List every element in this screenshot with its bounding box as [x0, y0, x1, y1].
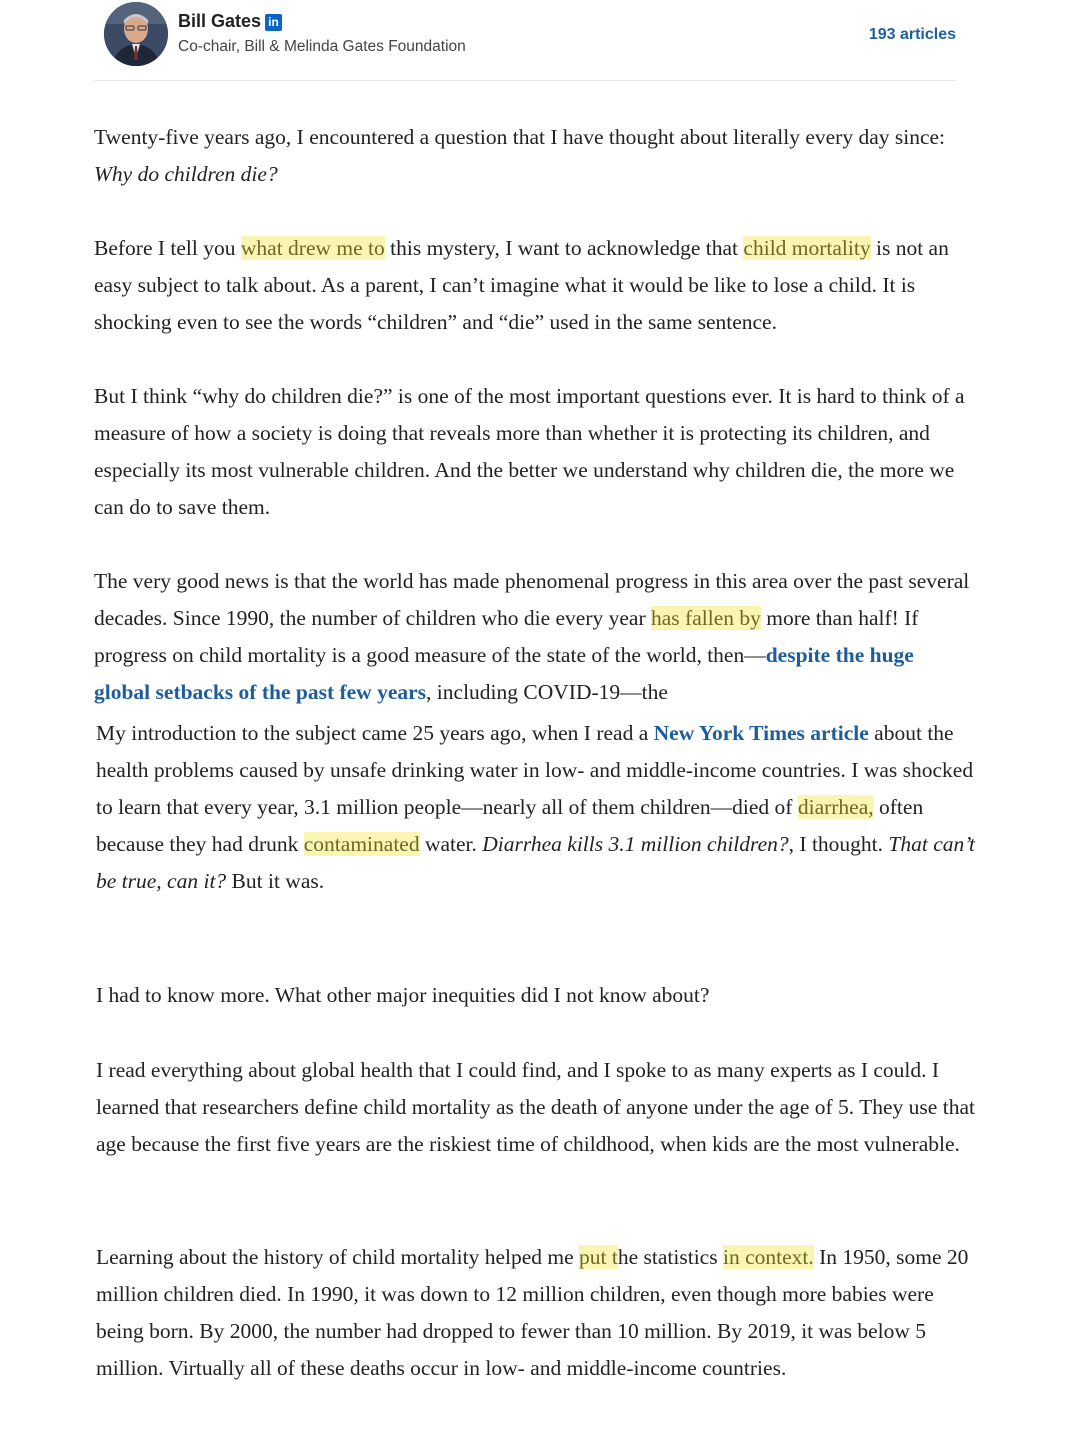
paragraph-1	[94, 119, 974, 193]
p5-link-nyt-article[interactable]: New York Times article	[653, 721, 869, 745]
p8-text-c: In 1950, some 20 million children died. In 1990, it was down to 12 million children, even though more babies were being born. By 2000, the number had dropped to fewer than 10 million. By 2019, it was below 5 million. Virtually all of these deaths occur in low- and middle-income countries.	[96, 1245, 969, 1380]
p8-highlight-1: put t	[579, 1245, 618, 1269]
p5-text-f: , I thought.	[788, 832, 889, 856]
paragraph-5	[96, 715, 976, 900]
p8-text-b: he statistics	[617, 1245, 723, 1269]
p4-highlight-1: has fallen by	[651, 606, 761, 630]
p8-text-a: Learning about the history of child mortality helped me	[96, 1245, 580, 1269]
p1-italic: Why do children die?	[94, 162, 278, 186]
p4-text-a: The very good news is that the world has made phenomenal progress in this area over the past several decades. Since 1990, the number of children who die every year	[94, 569, 970, 630]
p5-highlight-2: contaminated	[303, 832, 420, 856]
p5-text-d: water.	[419, 832, 483, 856]
p8-highlight-2: in context.	[722, 1245, 814, 1269]
p5-text-c: often because they had drunk	[96, 795, 924, 856]
p2-text-b: this mystery, I want to acknowledge that	[384, 236, 744, 260]
p4-text-b: more than half! If progress on child mortality is a good measure of the state of the world, then—	[94, 606, 919, 667]
p2-text-c: is not an easy subject to talk about. As a parent, I can’t imagine what it would be like to lose a child. It is shocking even to see the words “children” and “die” used in the same sentence.	[94, 236, 949, 334]
p1-text: Twenty-five years ago, I encountered a question that I have thought about literally every day since:	[94, 125, 946, 149]
p5-italic-1: Diarrhea kills 3.1 million children?	[482, 832, 789, 856]
p5-text-b: about the health problems caused by unsafe drinking water in low- and middle-income countries. I was shocked to learn that every year, 3.1 million people—nearly all of them children—died of	[96, 721, 974, 819]
paragraph-6	[96, 977, 976, 1014]
author-photo-icon	[104, 2, 168, 66]
p7-text: I read everything about global health that I could find, and I spoke to as many experts as I could. I learned that researchers define child mortality as the death of anyone under the age of 5. They use that age because the first five years are the riskiest time of childhood, when kids are the most vulnerable.	[96, 1058, 975, 1156]
p2-highlight-1: what drew me to	[240, 236, 385, 260]
linkedin-icon: in	[265, 14, 282, 31]
paragraph-4	[94, 563, 974, 711]
p5-text-h: But it was.	[226, 869, 325, 893]
p2-highlight-2: child mortality	[743, 236, 871, 260]
articles-count-link[interactable]: 193 articles	[868, 26, 956, 43]
author-title: Co-chair, Bill & Melinda Gates Foundation	[178, 38, 466, 55]
p5-highlight-1: diarrhea,	[797, 795, 874, 819]
article-header	[94, 0, 956, 81]
paragraph-8	[96, 1239, 976, 1387]
p3-text: But I think “why do children die?” is one of the most important questions ever. It is hard to think of a measure of how a society is doing that reveals more than whether it is protecting its children, and especially its most vulnerable children. And the better we understand why children die, the more we can do to save them.	[94, 384, 965, 519]
paragraph-7	[96, 1052, 976, 1163]
p4-text-c: , including COVID-19—the	[426, 680, 668, 704]
author-avatar[interactable]	[104, 2, 168, 66]
author-name[interactable]: Bill Gates	[178, 11, 262, 31]
p5-italic-2: That can’t be true, can it?	[96, 832, 975, 893]
p5-text-a: My introduction to the subject came 25 years ago, when I read a	[96, 721, 654, 745]
paragraph-3	[94, 378, 974, 526]
p4-link[interactable]: despite the huge global setbacks of the past few years	[94, 643, 914, 704]
p6-text: I had to know more. What other major inequities did I not know about?	[96, 983, 710, 1007]
p2-text-a: Before I tell you	[94, 236, 241, 260]
paragraph-2	[94, 230, 974, 341]
